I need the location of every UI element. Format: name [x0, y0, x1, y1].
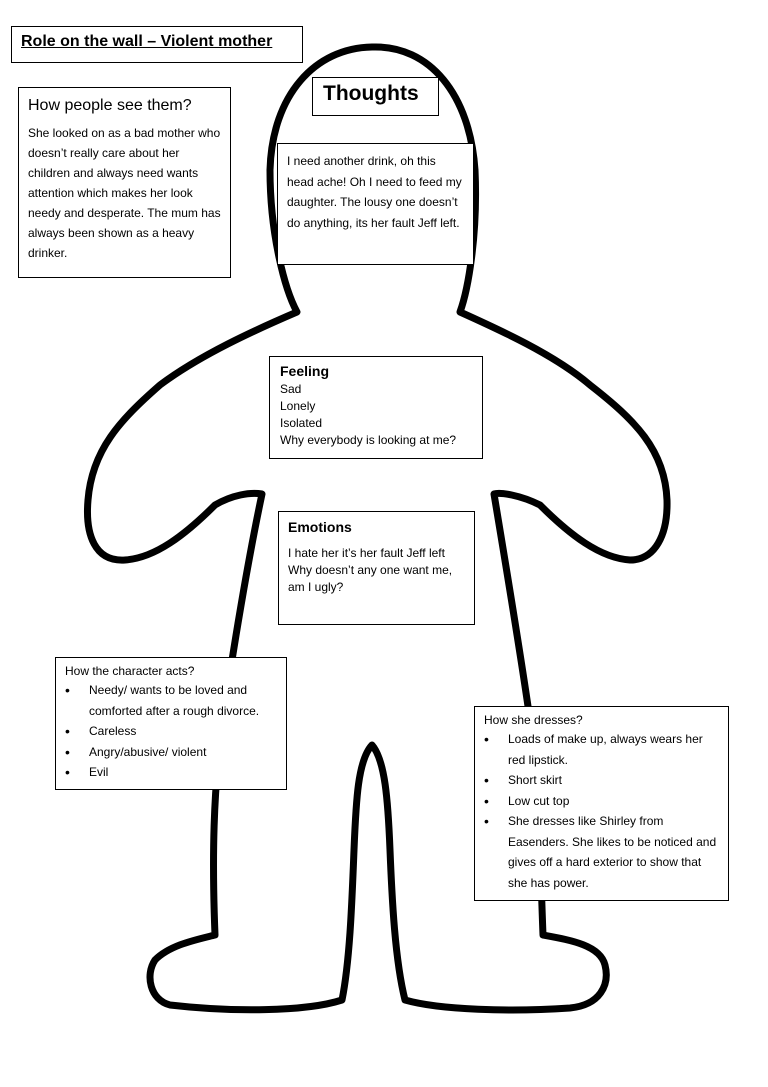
list-item-text: Low cut top	[508, 793, 570, 808]
thoughts-label-box	[312, 77, 439, 116]
feeling-item: Why everybody is looking at me?	[280, 433, 457, 447]
list-item	[484, 729, 719, 770]
bullet-icon: •	[65, 682, 70, 698]
emotions-heading: Emotions	[288, 519, 352, 535]
list-item	[65, 762, 277, 783]
how-people-see-text: She looked on as a bad mother who doesn’t really care about her children and always need wants attention which makes her look needy and desperate. The mum has always been shown as a heavy drinker.	[28, 126, 221, 260]
list-item	[65, 742, 277, 763]
list-item-text: Careless	[89, 724, 137, 738]
how-she-dresses-heading: How she dresses?	[484, 713, 583, 727]
character-acts-box	[55, 657, 287, 790]
bullet-icon: •	[484, 772, 489, 788]
feeling-item: Sad	[280, 382, 302, 396]
emotions-box	[278, 511, 475, 625]
title-box	[11, 26, 303, 63]
list-item	[65, 680, 277, 721]
bullet-icon: •	[484, 813, 489, 829]
how-people-see-box	[18, 87, 231, 278]
bullet-icon: •	[484, 731, 489, 747]
how-people-see-heading: How people see them?	[28, 97, 192, 114]
thoughts-heading: Thoughts	[323, 82, 419, 105]
list-item	[484, 770, 719, 791]
list-item-text: Short skirt	[508, 773, 563, 787]
list-item-text: She dresses like Shirley from Easenders. She likes to be noticed and gives off a hard exterior to show that she has power.	[508, 814, 717, 890]
bullet-icon: •	[65, 743, 70, 760]
how-she-dresses-box	[474, 706, 729, 901]
character-acts-list	[65, 680, 277, 783]
feeling-box	[269, 356, 483, 459]
list-item	[484, 811, 719, 893]
list-item	[484, 791, 719, 812]
emotions-text: I hate her it’s her fault Jeff left Why doesn’t any one want me, am I ugly?	[288, 546, 453, 594]
character-acts-heading: How the character acts?	[65, 664, 195, 678]
page-title: Role on the wall – Violent mother	[21, 33, 273, 50]
list-item-text: Loads of make up, always wears her red lipstick.	[508, 732, 703, 767]
thoughts-box	[277, 143, 474, 265]
how-she-dresses-list	[484, 729, 719, 893]
bullet-icon: •	[65, 764, 70, 780]
list-item-text: Needy/ wants to be loved and comforted after a rough divorce.	[89, 683, 260, 718]
feeling-item: Isolated	[280, 416, 323, 430]
feeling-heading: Feeling	[280, 363, 330, 379]
list-item	[65, 721, 277, 742]
bullet-icon: •	[65, 723, 70, 739]
feeling-item: Lonely	[280, 399, 316, 413]
list-item-text: Angry/abusive/ violent	[89, 744, 207, 759]
thoughts-text: I need another drink, oh this head ache! Oh I need to feed my daughter. The lousy one doesn’t do anything, its her fault Jeff left.	[287, 154, 462, 230]
bullet-icon: •	[484, 792, 489, 809]
list-item-text: Evil	[89, 765, 109, 779]
